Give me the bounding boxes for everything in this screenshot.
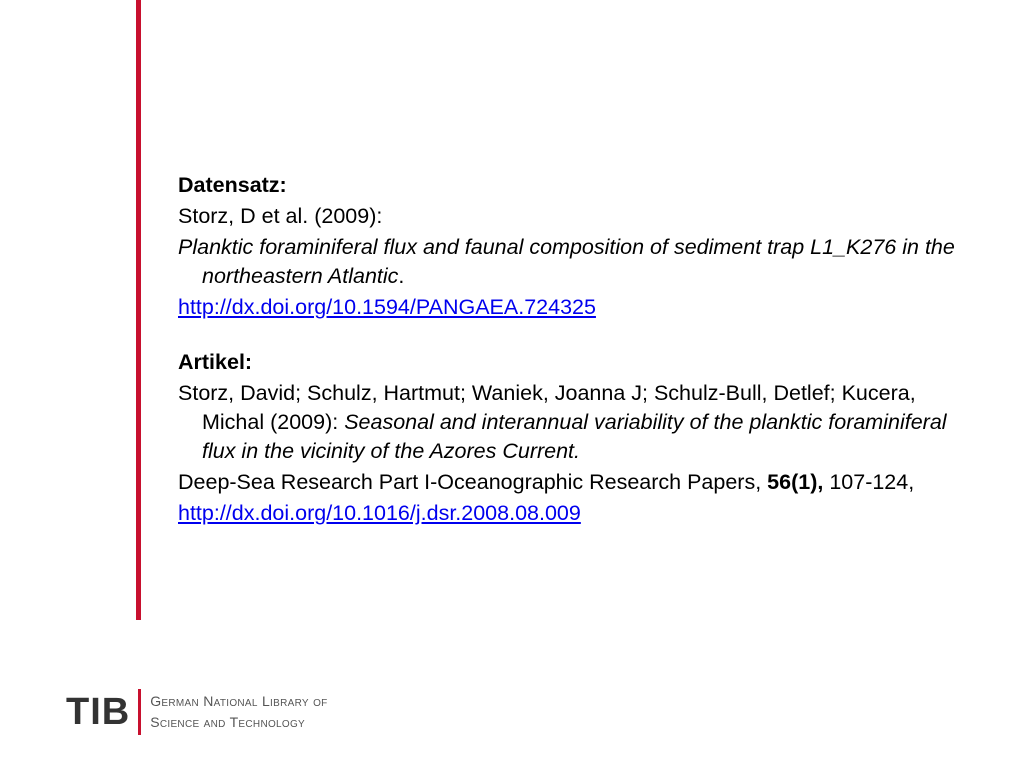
article-journal-line xyxy=(178,468,968,497)
dataset-heading: Datensatz: xyxy=(178,173,287,197)
article-title: Seasonal and interannual variability of the planktic foraminiferal flux in the vicinity of the Azores Current. xyxy=(202,410,947,463)
article-citation xyxy=(178,379,968,466)
citation-content xyxy=(178,171,968,530)
logo-line-1: German National Library of xyxy=(150,693,328,709)
dataset-title-line xyxy=(178,233,968,291)
dataset-url-line xyxy=(178,293,968,322)
article-url-line xyxy=(178,499,968,528)
article-journal: Deep-Sea Research Part I-Oceanographic Research Papers, xyxy=(178,470,768,494)
logo-divider xyxy=(138,689,141,735)
article-heading: Artikel: xyxy=(178,350,253,374)
dataset-authors: Storz, D et al. (2009): xyxy=(178,204,383,228)
logo-line-2: Science and Technology xyxy=(150,714,306,730)
logo-text xyxy=(150,691,327,733)
article-pages: 107-124, xyxy=(823,470,915,494)
article-doi-link[interactable]: http://dx.doi.org/10.1016/j.dsr.2008.08.009 xyxy=(178,501,581,525)
article-volume: 56(1), xyxy=(767,470,824,494)
article-authors: Storz, David; Schulz, Hartmut; Waniek, Joanna J; Schulz-Bull, Detlef; Kucera, Michal (2009): xyxy=(178,381,916,434)
dataset-title: Planktic foraminiferal flux and faunal composition of sediment trap L1_K276 in the northeastern Atlantic xyxy=(178,235,955,288)
dataset-title-end: . xyxy=(398,264,405,288)
tib-logo xyxy=(66,688,328,736)
tib-logo-mark: TIB xyxy=(66,691,131,733)
accent-bar xyxy=(136,0,141,620)
dataset-doi-link[interactable]: http://dx.doi.org/10.1594/PANGAEA.724325 xyxy=(178,295,596,319)
